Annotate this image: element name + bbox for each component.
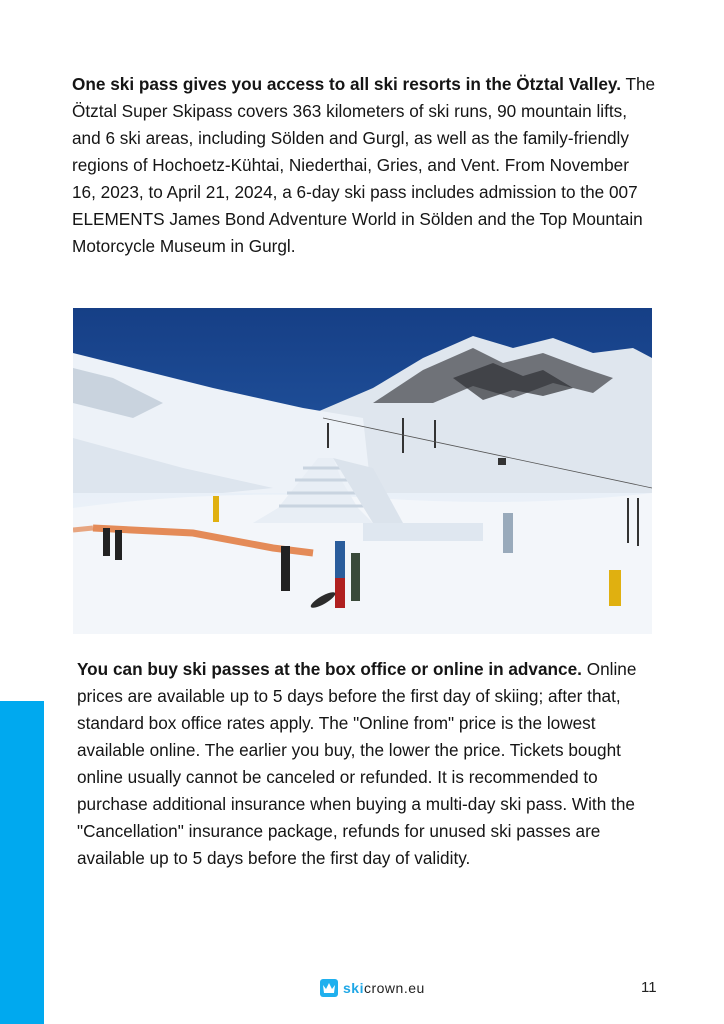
logo-text-ski: ski — [343, 980, 364, 996]
paragraph-body: The Ötztal Super Skipass covers 363 kilometers of ski runs, 90 mountain lifts, and 6 ski areas, including Sölden and Gurgl, as well as the family-friendly regions of Hochoetz-Kühtai, Niederthai, Gries, and Vent. From November 16, 2023, to April 21, 2024, a 6-day ski pass includes admission to the 007 ELEMENTS James Bond Adventure World in Sölden and the Top Mountain Motorcycle Museum in Gurgl. — [72, 74, 656, 256]
accent-bar — [0, 701, 44, 1024]
paragraph-heading: You can buy ski passes at the box office or online in advance. — [77, 659, 582, 679]
page-number: 11 — [641, 979, 657, 996]
footer-logo[interactable] — [320, 978, 425, 998]
paragraph-body: Online prices are available up to 5 days before the first day of skiing; after that, standard box office rates apply. The "Online from" price is the lowest available online. The earlier you buy, the lower the price. Tickets bought online usually cannot be canceled or refunded. It is recommended to purchase additional insurance when buying a multi-day ski pass. With the "Cancellation" insurance package, refunds for unused ski passes are available up to 5 days before the first day of validity. — [77, 659, 637, 868]
paragraph-ski-pass-purchase — [77, 656, 662, 872]
paragraph-ski-pass-access — [72, 71, 657, 260]
logo-text-domain: crown.eu — [363, 980, 425, 996]
logo-text — [343, 980, 425, 996]
paragraph-heading: One ski pass gives you access to all ski resorts in the Ötztal Valley. — [72, 74, 621, 94]
ski-slope-photo — [73, 308, 652, 634]
crown-icon — [320, 979, 338, 997]
